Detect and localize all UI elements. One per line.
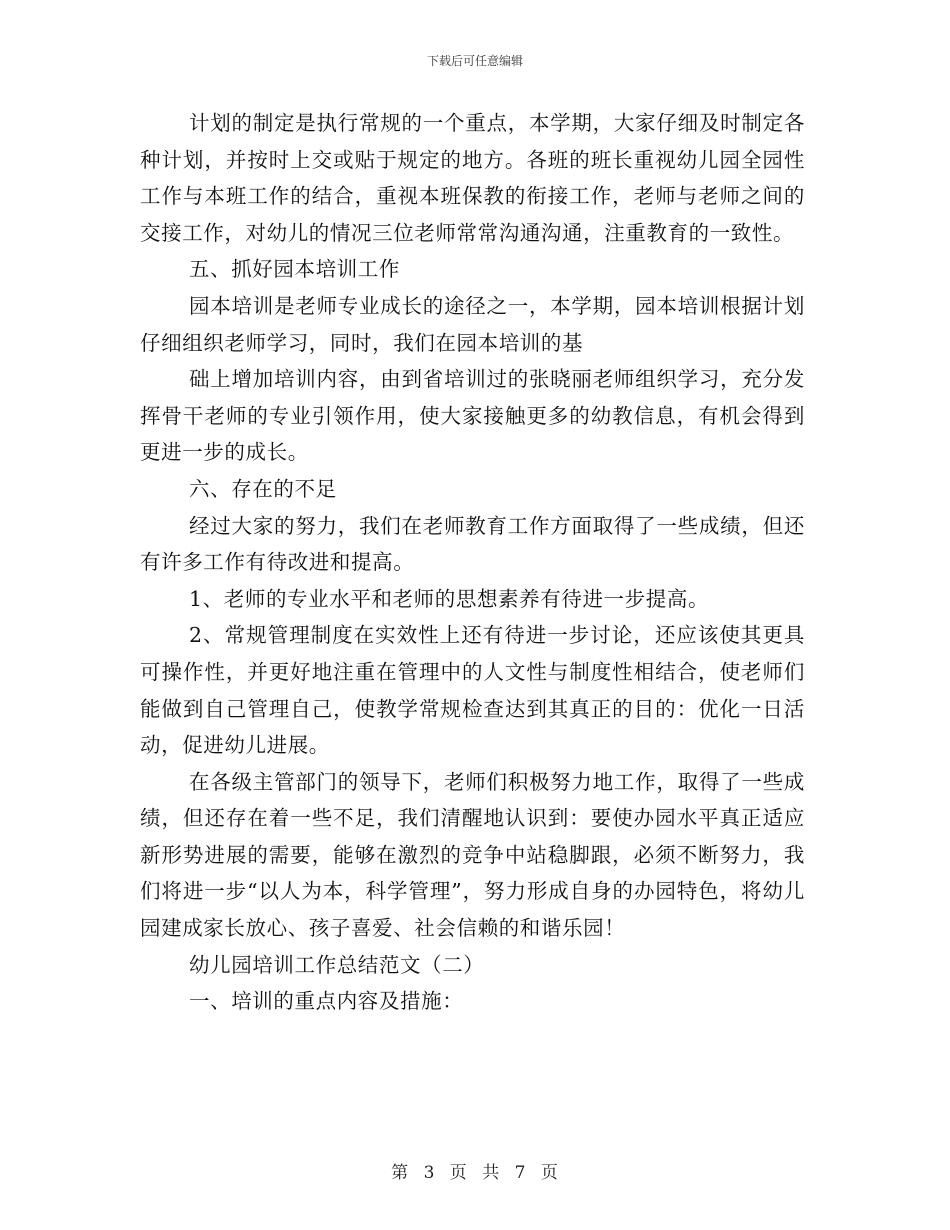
document-body xyxy=(140,105,805,1020)
footer-suffix: 页 xyxy=(540,1163,559,1183)
footer-page-word: 页 xyxy=(449,1163,468,1183)
list-item-2: 2、常规管理制度在实效性上还有待进一步讨论，还应该使其更具可操作性，并更好地注重在管理中的人文性与制度性相结合，使老师们能做到自己管理自己，使教学常规检查达到其真正的目的：优化一日活动，促进幼儿进展。 xyxy=(140,623,805,758)
footer-total-pages: 7 xyxy=(514,1163,527,1183)
heading-subsection-1: 一、培训的重点内容及措施： xyxy=(189,989,464,1014)
list-item-1: 1、老师的专业水平和老师的思想素养有待进一步提高。 xyxy=(189,586,710,611)
paragraph-training-1: 园本培训是老师专业成长的途径之一，本学期，园本培训根据计划仔细组织老师学习，同时，我们在园本培训的基 xyxy=(140,293,805,355)
heading-section-6: 六、存在的不足 xyxy=(189,476,337,501)
heading-section-5: 五、抓好园本培训工作 xyxy=(189,257,400,282)
footer-total-word: 共 xyxy=(482,1163,501,1183)
paragraph-plans: 计划的制定是执行常规的一个重点，本学期，大家仔细及时制定各种计划，并按时上交或贴于规定的地方。各班的班长重视幼儿园全园性工作与本班工作的结合，重视本班保教的衔接工作，老师与老师之间的交接工作，对幼儿的情况三位老师常常沟通沟通，注重教育的一致性。 xyxy=(140,111,805,245)
page-footer xyxy=(0,1158,950,1183)
paragraph-training-2: 础上增加培训内容，由到省培训过的张晓丽老师组织学习，充分发挥骨干老师的专业引领作用，使大家接触更多的幼教信息，有机会得到更进一步的成长。 xyxy=(140,367,805,465)
page-header: 下载后可任意编辑 xyxy=(426,54,523,68)
footer-prefix: 第 xyxy=(391,1163,410,1183)
paragraph-conclusion: 在各级主管部门的领导下，老师们积极努力地工作，取得了一些成绩，但还存在着一些不足，我们清醒地认识到：要使办园水平真正适应新形势进展的需要，能够在激烈的竞争中站稳脚跟，必须不断努力，我们将进一步“以人为本，科学管理”，努力形成自身的办园特色，将幼儿园建成家长放心、孩子喜爱、社会信赖的和谐乐园！ xyxy=(140,769,805,941)
heading-sample-2: 幼儿园培训工作总结范文（二） xyxy=(189,952,485,977)
footer-page-number: 3 xyxy=(423,1163,436,1183)
paragraph-shortcomings: 经过大家的努力，我们在老师教育工作方面取得了一些成绩，但还有许多工作有待改进和提高。 xyxy=(140,513,805,575)
